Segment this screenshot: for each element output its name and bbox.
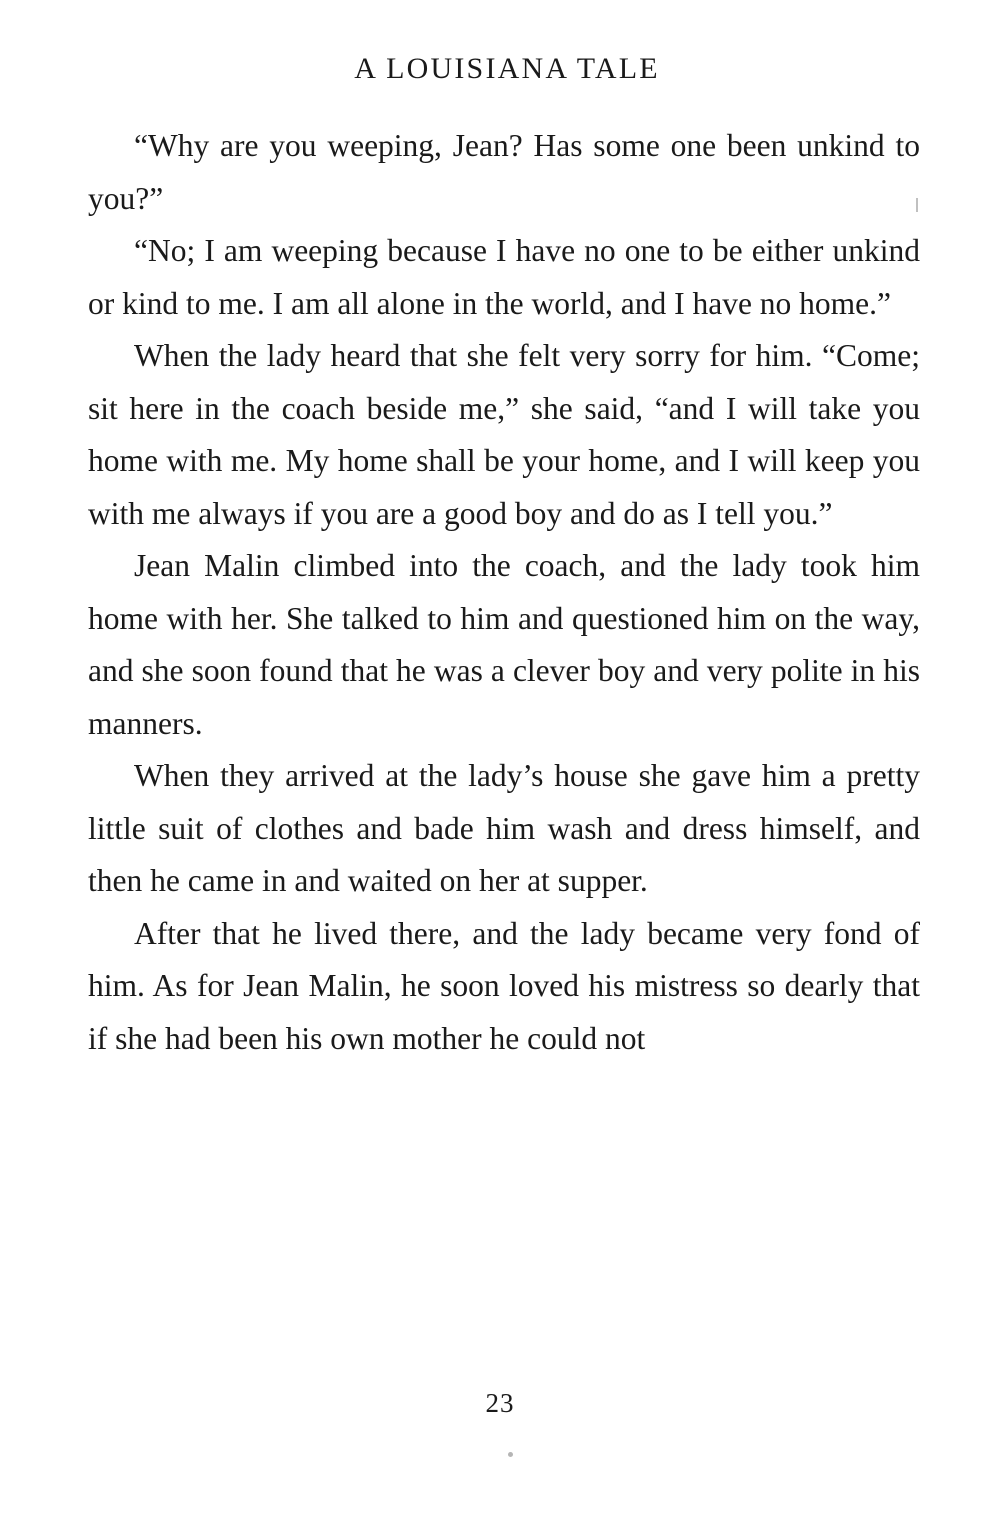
body-text <box>88 120 920 1065</box>
paragraph: Jean Malin climbed into the coach, and the lady took him home with her. She talked to him and questioned him on the way, and she soon found that he was a clever boy and very polite in his manners. <box>88 548 920 741</box>
paragraph: When the lady heard that she felt very sorry for him. “Come; sit here in the coach beside me,” she said, “and I will take you home with me. My home shall be your home, and I will keep you with me always if you are a good boy and do as I tell you.” <box>88 338 920 531</box>
running-head: A LOUISIANA TALE <box>354 52 660 85</box>
paragraph: When they arrived at the lady’s house she gave him a pretty little suit of clothes and bade him wash and dress himself, and then he came in and waited on her at supper. <box>88 758 920 898</box>
paragraph: After that he lived there, and the lady became very fond of him. As for Jean Malin, he soon loved his mistress so dearly that if she had been his own mother he could not <box>88 915 920 1056</box>
paragraph: “No; I am weeping because I have no one to be either unkind or kind to me. I am all alone in the world, and I have no home.” <box>88 233 920 321</box>
page-number: 23 <box>485 1388 515 1418</box>
page-artifact <box>916 198 918 212</box>
paragraph: “Why are you weeping, Jean? Has some one been unkind to you?” <box>88 128 920 216</box>
page-artifact <box>508 1452 513 1457</box>
